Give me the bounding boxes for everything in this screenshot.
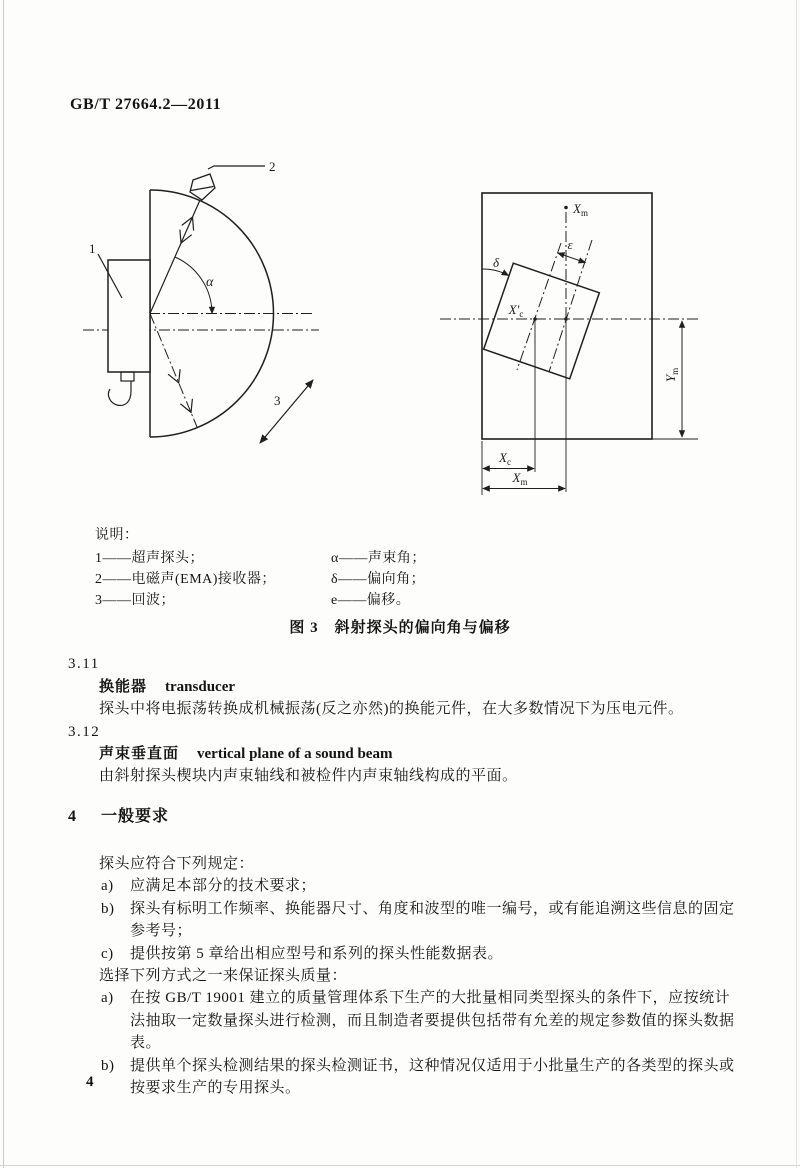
term-en: vertical plane of a sound beam [197,746,393,762]
list-text: 应满足本部分的技术要求； [130,878,317,894]
term-zh: 换能器 [99,679,148,695]
scan-edge-bottom [0,1165,800,1166]
list-text: 在按 GB/T 19001 建立的质量管理体系下生产的大批量相同类型探头的条件下，应按统计法抽取一定数量探头进行检测，而且制造者要提供包括带有允差的规定参数值的探头数据表。 [130,990,735,1051]
beam-axis-b [549,240,592,372]
list-marker: c) [101,945,114,962]
page-number: 4 [86,1074,94,1090]
term-en: transducer [165,679,236,695]
list-marker: a) [101,878,114,894]
legend-item-e: e——偏移。 [331,593,411,608]
legend-item-delta: δ——偏向角； [331,572,426,587]
ema-receiver [190,174,215,200]
xm-point-dot [564,317,568,321]
list-text: 提供单个探头检测结果的探头检测证书，这种情况仅适用于小批量生产的各类型的探头或按要求生产的专用探头。 [130,1057,735,1096]
reflected-beam [150,314,197,428]
alpha-label: α [206,275,214,290]
epsilon-dimension [558,253,586,263]
section-3-11-body: 探头中将电振荡转换成机械振荡(反之亦然)的换能元件，在大多数情况下为压电元件。 [99,701,684,717]
list-item [101,875,763,898]
legend-item-alpha: α——声束角； [331,551,426,566]
list-item [101,1055,763,1100]
xc-dim-label: $X_c$ [499,450,511,467]
figure3-diagram [0,150,800,512]
section-3-12-term [99,743,392,765]
list-item [101,987,763,1055]
section-4-intro-2: 选择下列方式之一来保证探头质量： [99,968,348,984]
section-4-intro-1: 探头应符合下列规定： [99,856,255,872]
receiver-leader-line [208,166,265,169]
legend-item-1: 1——超声探头； [95,551,204,566]
figure3-caption: 图 3 斜射探头的偏向角与偏移 [289,620,511,636]
xm-dim-label: $X_m$ [512,470,528,487]
list-marker: b) [101,1057,115,1074]
probe-body [108,260,150,372]
echo-direction-arrow [260,380,313,443]
list-text: 探头有标明工作频率、换能器尺寸、角度和波型的唯一编号，或有能追溯这些信息的固定参考号； [130,900,735,939]
skew-offset-diagram [440,193,700,495]
echo-label: 3 [274,393,281,408]
list-item [101,898,763,943]
list-text: 提供按第 5 章给出相应型号和系列的探头性能数据表。 [130,945,504,962]
list-marker: b) [101,900,115,917]
probe-cable [108,381,131,405]
term-zh: 声束垂直面 [99,746,180,762]
section-4-number: 4 [68,808,77,825]
probe-footprint [484,263,600,379]
list-item [101,943,763,966]
section-4-heading [68,806,169,828]
xm-axis-dot [564,206,568,210]
legend-item-3: 3——回波； [95,593,175,608]
list-marker: a) [101,990,114,1006]
section-4-title: 一般要求 [101,808,170,825]
beam-axis-a [517,243,561,370]
legend-title: 说明： [95,528,139,543]
section-3-11-term [99,676,235,698]
receiver-label: 2 [269,159,276,174]
angle-beam-probe-diagram [83,159,319,443]
epsilon-label: ε [567,237,573,252]
delta-label: δ [492,255,500,270]
quality-assurance-list [101,987,763,1100]
probe-label: 1 [89,241,96,256]
section-3-12-number: 3.12 [68,724,101,740]
probe-connector [121,372,134,381]
section-3-12-body: 由斜射探头楔块内声束轴线和被检件内声束轴线构成的平面。 [99,768,518,784]
section-3-11-number: 3.11 [68,656,100,672]
requirements-list [101,875,763,965]
legend-item-2: 2——电磁声(EMA)接收器； [95,572,276,587]
ym-label: $Y_m$ [663,367,680,383]
doc-number: GB/T 27664.2—2011 [70,96,222,113]
xc-prime-label: $X'_c$ [508,302,524,319]
xm-axis-label: $X_m$ [573,201,588,218]
xc-point-dot [533,317,537,321]
